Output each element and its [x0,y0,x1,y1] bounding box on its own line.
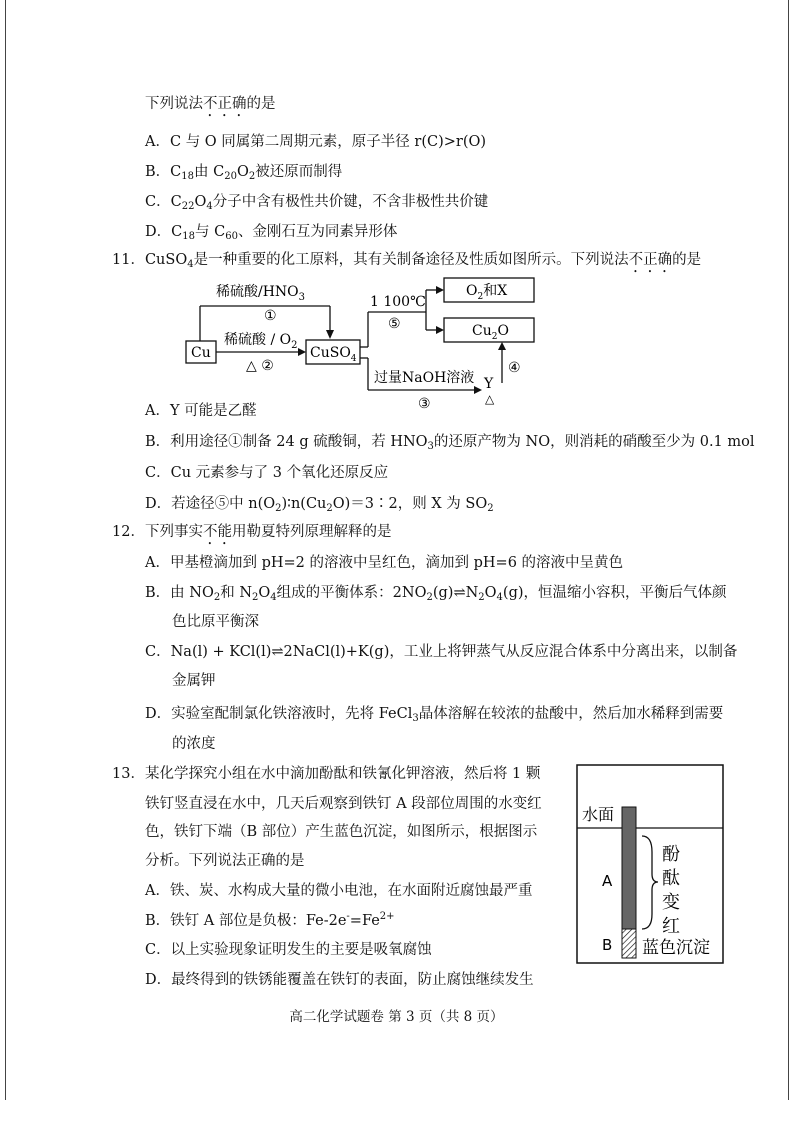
beaker-frame [577,765,723,963]
naoh-label: 过量NaOH溶液 [374,370,475,386]
q11-option-c: C．Cu 元素参与了 3 个氧化还原反应 [145,465,389,481]
label-a: A [602,872,613,890]
temp-label: 1 100℃ [370,294,426,310]
nail-section-b [622,929,636,958]
cu-label: Cu [191,345,211,361]
phen-char-3: 变 [662,892,680,913]
cuso4-label: CuSO$_4$ [310,345,357,364]
phen-char-1: 酚 [662,844,680,865]
q12-option-b: B．由 $NO_2$和 $N_2O_4$组成的平衡体系：$2NO_2(g)\rightleftharpoons N_2O_4(g)$，恒温缩小容积，平衡后气体颜 [145,585,727,603]
q11-option-d: D．若途径⑤中 $n(O_2)∶n(Cu_2O)=3∶2$，则 X 为 $SO_2$ [145,496,494,514]
page-border-right [788,0,789,1100]
nail-section-a [622,807,636,929]
phen-char-4: 红 [662,916,680,937]
q12-option-d-line2: 的浓度 [172,736,216,752]
label-b: B [602,936,613,954]
q12-option-d: D．实验室配制氯化铁溶液时，先将 FeCl$_3$晶体溶解在较浓的盐酸中，然后加水稀释到需要 [145,706,724,724]
q11-option-b: B．利用途径①制备 24 g 硫酸铜，若 $HNO_3$的还原产物为 NO，则消耗的硝酸至少为 0.1 mol [145,434,755,452]
q11-diagram [180,272,560,412]
q13-option-a: A．铁、炭、水构成大量的微小电池，在水面附近腐蚀最严重 [145,883,533,899]
q10-option-c: C．$C_{22}O_4$分子中含有极性共价键，不含非极性共价键 [145,194,489,212]
q12-option-b-line2: 色比原平衡深 [172,614,259,630]
q10-option-a: A．C 与 O 同属第二周期元素，原子半径 r(C)>r(O) [145,134,487,150]
blue-precipitate-label: 蓝色沉淀 [642,938,710,958]
q13-option-d: D．最终得到的铁锈能覆盖在铁钉的表面，防止腐蚀继续发生 [145,972,534,988]
q13-stem-line1: 13．某化学探究小组在水中滴加酚酞和铁氰化钾溶液，然后将 1 颗 [112,766,541,782]
q13-option-b: B．铁钉 A 部位是负极：$Fe-2e^-=Fe^{2+}$ [145,911,395,929]
route1-num: ① [264,308,277,324]
q13-stem-line4: 分析。下列说法正确的是 [145,853,305,869]
route3-num: ③ [418,396,431,412]
q10-option-d: D．$C_{18}$与 $C_{60}$、金刚石互为同素异形体 [145,224,398,242]
heat-label: △ [485,392,495,406]
q13-stem-line3: 色，铁钉下端（B 部位）产生蓝色沉淀，如图所示，根据图示 [145,824,538,840]
q12-option-c: C．Na(l) + KCl(l)⇌2NaCl(l)+K(g)，工业上将钾蒸气从反应混合体系中分离出来，以制备 [145,644,738,660]
q12-stem: 12．下列事实不能用勒夏特列原理解释的是 [112,524,392,540]
q11-stem: 11．CuSO$_4$是一种重要的化工原料，其有关制备途径及性质如图所示。下列说法不正确的是 [112,252,702,270]
cu2o-label: $Cu_2O$ [472,323,509,342]
o2x-label: $O_2$和X [466,283,508,302]
q13-stem-line2: 铁钉竖直浸在水中，几天后观察到铁钉 A 段部位周围的水变红 [145,796,542,812]
page-footer: 高二化学试题卷 第 3 页（共 8 页） [289,1009,504,1025]
q13-option-c: C．以上实验现象证明发生的主要是吸氧腐蚀 [145,942,432,958]
phen-char-2: 酞 [662,868,680,889]
q11-option-a: A．Y 可能是乙醛 [145,403,257,419]
q12-option-c-line2: 金属钾 [172,673,216,689]
route4-num: ④ [508,360,521,376]
y-label: Y [484,376,494,392]
route2-label: 稀硫酸 / $O_2$ [224,332,298,351]
page-border-left [5,0,6,1100]
q13-nail-figure [576,764,726,966]
q10-option-b: B．$C_{18}$由 $C_{20}O_2$被还原而制得 [145,164,343,182]
route5-num: ⑤ [388,316,401,332]
q10-stem: 下列说法不正确的是 [145,96,276,112]
route1-label: 稀硫酸$/HNO_3$ [216,284,306,303]
q12-option-a: A．甲基橙滴加到 pH=2 的溶液中呈红色，滴加到 pH=6 的溶液中呈黄色 [145,555,624,571]
route2-num: △ ② [246,358,274,374]
water-surface-label: 水面 [582,805,615,824]
